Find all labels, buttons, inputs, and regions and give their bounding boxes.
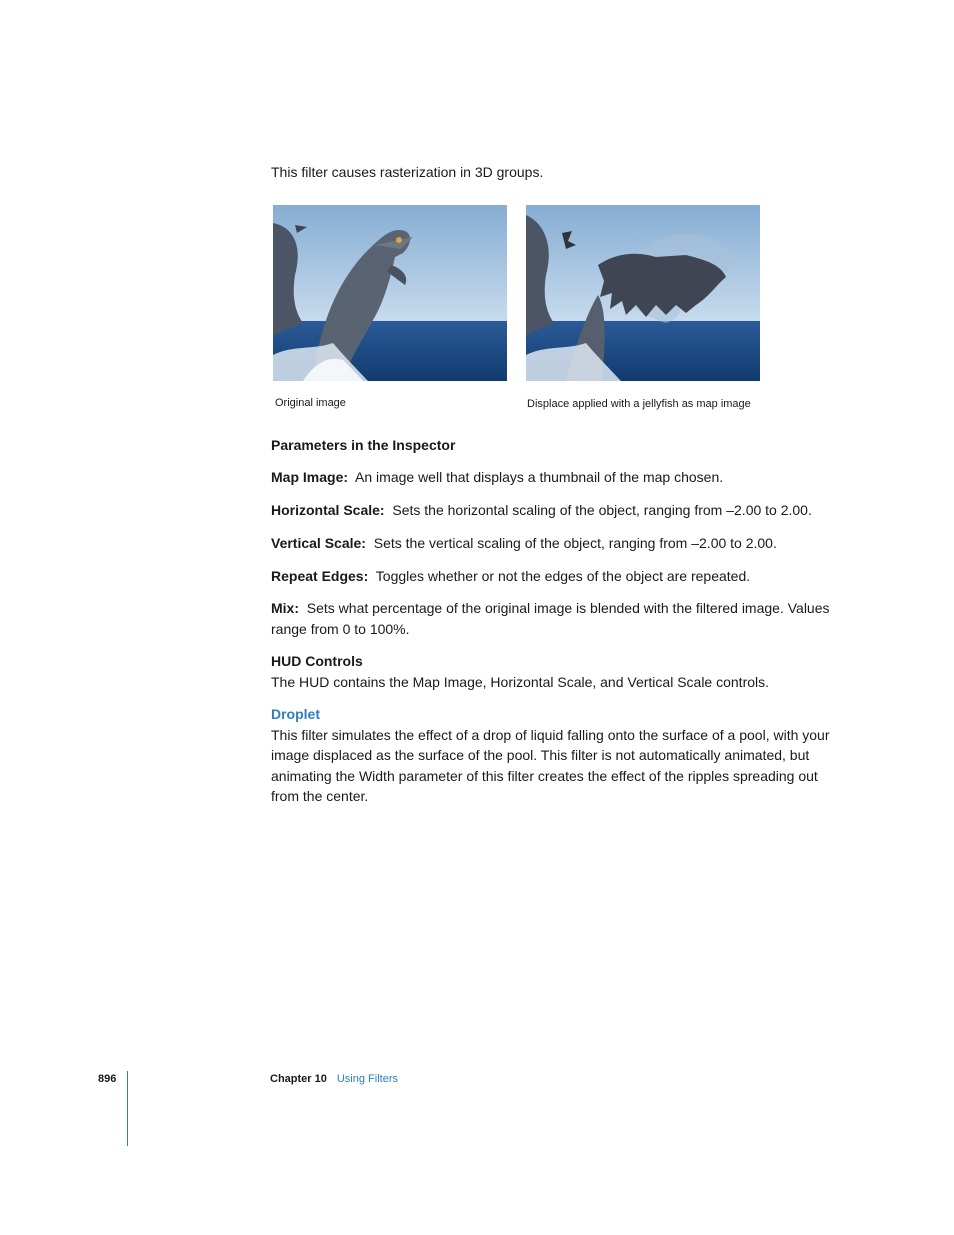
- hud-text: The HUD contains the Map Image, Horizontal Scale, and Vertical Scale controls.: [271, 673, 770, 690]
- inspector-heading: [271, 435, 831, 456]
- intro-text: This filter causes rasterization in 3D groups.: [271, 164, 544, 180]
- param-term: Vertical Scale:: [271, 535, 366, 551]
- hud-section: [271, 651, 831, 692]
- param-vertical-scale: [271, 533, 831, 554]
- footer-divider: [127, 1071, 128, 1146]
- footer-chapter: [270, 1073, 398, 1085]
- displaced-dolphin-image: [526, 205, 760, 381]
- displaced-photo: [526, 205, 760, 381]
- param-horizontal-scale: [271, 500, 831, 521]
- param-term: Mix:: [271, 600, 299, 616]
- chapter-title-link[interactable]: Using Filters: [336, 1073, 398, 1085]
- droplet-title: Droplet: [271, 706, 320, 722]
- param-desc: Sets what percentage of the original image is blended with the filtered image. Values range from 0 to 100%.: [271, 600, 830, 637]
- param-desc: Sets the horizontal scaling of the object, ranging from –2.00 to 2.00.: [392, 502, 812, 518]
- param-desc: Toggles whether or not the edges of the object are repeated.: [375, 568, 751, 584]
- param-term: Map Image:: [271, 469, 349, 485]
- param-map-image: [271, 467, 831, 488]
- dolphin-photo: [273, 205, 507, 381]
- param-desc: An image well that displays a thumbnail of the map chosen.: [355, 469, 724, 485]
- param-term: Repeat Edges:: [271, 568, 369, 584]
- hud-heading: HUD Controls: [271, 653, 363, 669]
- param-mix: [271, 598, 831, 639]
- original-dolphin-image: [273, 205, 507, 381]
- param-term: Horizontal Scale:: [271, 502, 385, 518]
- original-image-caption: Original image: [275, 397, 346, 409]
- param-repeat-edges: [271, 566, 831, 587]
- inspector-heading-text: Parameters in the Inspector: [271, 437, 456, 453]
- param-desc: Sets the vertical scaling of the object, ranging from –2.00 to 2.00.: [373, 535, 777, 551]
- displaced-image-caption: Displace applied with a jellyfish as map image: [527, 398, 751, 410]
- page-number: 896: [98, 1073, 117, 1085]
- droplet-section: [271, 704, 831, 807]
- droplet-text: This filter simulates the effect of a drop of liquid falling onto the surface of a pool, with your image displaced as the surface of the pool. This filter is not automatically animated, but animating the Width parameter of this filter creates the effect of the ripples spreading out from the center.: [271, 726, 830, 804]
- chapter-label: Chapter 10: [270, 1073, 327, 1085]
